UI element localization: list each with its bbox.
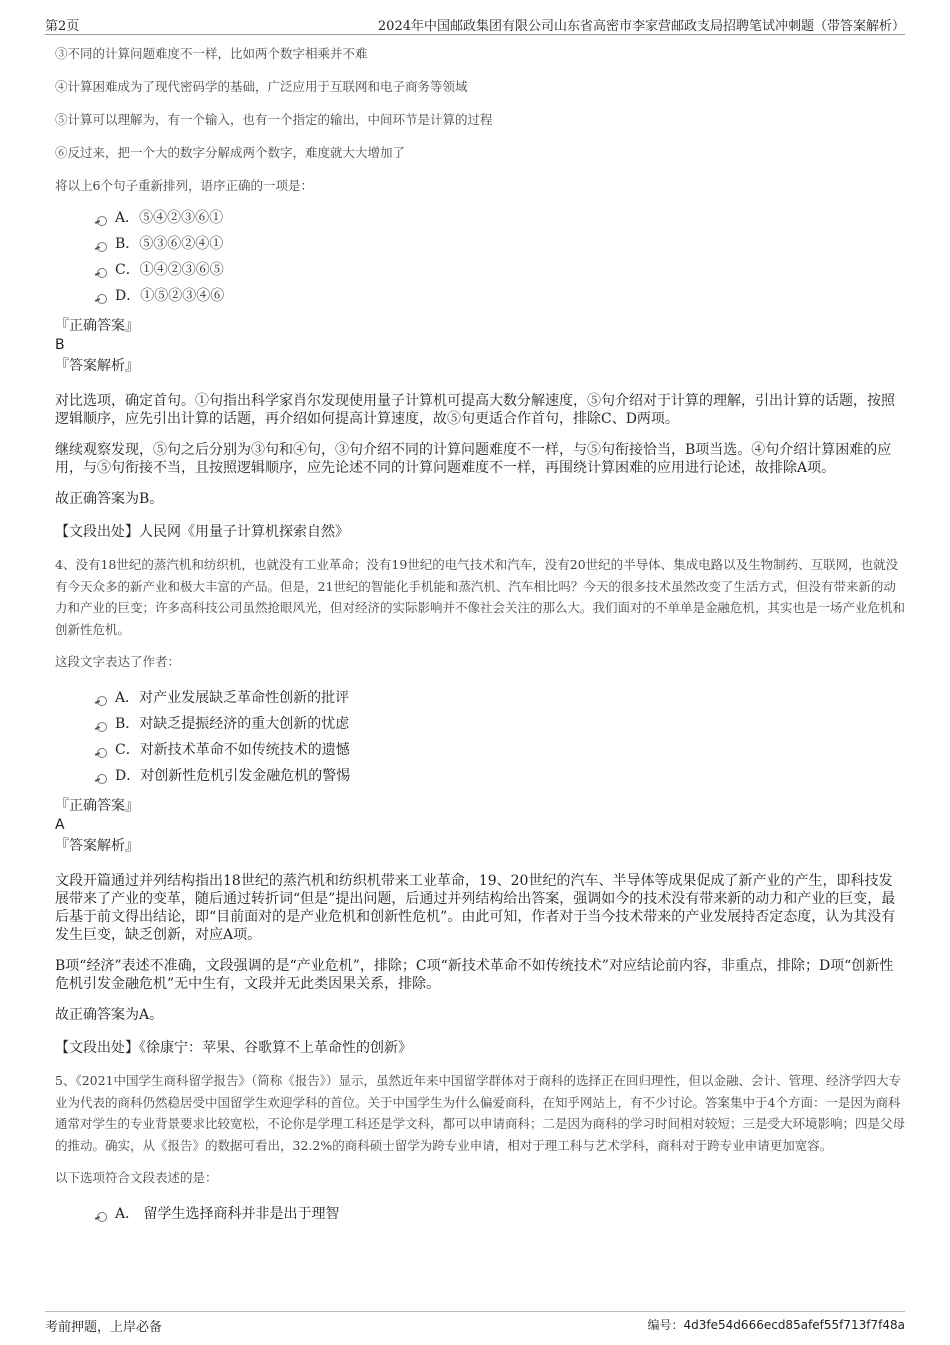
page-footer (45, 1311, 905, 1335)
sentence-5: ⑤计算可以理解为，有一个输入，也有一个指定的输出，中间环节是计算的过程 (55, 112, 493, 127)
q4-answer: A (55, 817, 65, 833)
sentence-4: ④计算困难成为了现代密码学的基础，广泛应用于互联网和电子商务等领域 (55, 79, 468, 94)
document-id: 编号：4d3fe54d666ecd85afef55f713f7f48a (647, 1318, 905, 1332)
sentence-6: ⑥反过来，把一个大的数字分解成两个数字，难度就大大增加了 (55, 145, 406, 160)
q5-stem: 5、《2021中国学生商科留学报告》（简称《报告》）显示，虽然近年来中国留学群体对于商科的选择正在回归理性，但以金融、会计、管理、经济学四大专业为代表的商科仍然稳居受中国留学生欢迎学科的首位。关于中国学生为什么偏爱商科，在知乎网站上，有不少讨论。答案集中于4个方面：一是因为商科通常对学生的专业背景要求比较宽松，不论你是学理工科还是学文科，都可以申请商科；二是因为商科的学习时间相对较短；三是受大环境影响；四是父母的推动。确实，从《报告》的数据可看出，32.2%的商科硕士留学为跨专业申请，相对于理工科与艺术学科，商科对于跨专业申请更加宽容。 (55, 1073, 906, 1153)
q3-source: 【文段出处】人民网《用量子计算机探索自然》 (55, 524, 349, 540)
radio-icon[interactable] (97, 294, 107, 304)
radio-icon[interactable] (97, 696, 107, 706)
q3-analysis-label: 『答案解析』 (55, 358, 139, 374)
q4-analysis-2: B项“经济”表述不准确，文段强调的是“产业危机”，排除；C项“新技术革命不如传统技术”对应结论前内容，非重点，排除；D项“创新性危机引发金融危机”无中生有，文段并无此类因果关系，排除。 (55, 958, 894, 992)
q3-analysis-1: 对比选项，确定首句。①句指出科学家肖尔发现使用量子计算机可提高大数分解速度，⑤句介绍对于计算的理解，引出计算的话题，按照逻辑顺序，应先引出计算的话题，再介绍如何提高计算速度，故⑤句更适合作首句，排除C、D两项。 (55, 393, 895, 427)
q4-analysis-1: 文段开篇通过并列结构指出18世纪的蒸汽机和纺织机带来工业革命，19、20世纪的汽车、半导体等成果促成了新产业的产生，即科技发展带来了产业的变革，随后通过转折词“但是”提出问题，后通过并列结构给出答案，强调如今的技术没有带来新的动力和产业的巨变，最后基于前文得出结论，即“目前面对的是产业危机和创新性危机”。由此可知，作者对于当今技术带来的产业发展持否定态度，认为其没有发生巨变，缺乏创新，对应A项。 (55, 873, 896, 943)
q3-option-a[interactable]: A．⑤④②③⑥① (55, 206, 905, 232)
q3-analysis-3: 故正确答案为B。 (55, 491, 164, 507)
q3-answer: B (55, 337, 65, 353)
page-number: 第2页 (45, 19, 80, 34)
question-prompt: 将以上6个句子重新排列，语序正确的一项是： (55, 178, 313, 193)
document-title: 2024年中国邮政集团有限公司山东省高密市李家营邮政支局招聘笔试冲刺题（带答案解析） (377, 19, 905, 34)
radio-icon[interactable] (97, 242, 107, 252)
q4-analysis-3: 故正确答案为A。 (55, 1007, 164, 1023)
radio-icon[interactable] (97, 774, 107, 784)
page-header (45, 12, 905, 35)
q4-answer-label: 『正确答案』 (55, 798, 139, 814)
q4-stem: 4、没有18世纪的蒸汽机和纺织机，也就没有工业革命；没有19世纪的电气技术和汽车，没有20世纪的半导体、集成电路以及生物制药、互联网，也就没有今天众多的新产业和极大丰富的产品。但是，21世纪的智能化手机能和蒸汽机、汽车相比吗？今天的很多技术虽然改变了生活方式，但没有带来新的动力和产业的巨变；许多高科技公司虽然抢眼风光，但对经济的实际影响并不像社会关注的那么大。我们面对的不单单是金融危机，其实也是一场产业危机和创新性危机。 (55, 557, 906, 637)
radio-icon[interactable] (97, 216, 107, 226)
q3-answer-label: 『正确答案』 (55, 318, 139, 334)
radio-icon[interactable] (97, 1212, 107, 1222)
q4-source: 【文段出处】《徐康宁：苹果、谷歌算不上革命性的创新》 (55, 1040, 412, 1056)
footer-slogan: 考前押题，上岸必备 (45, 1320, 163, 1335)
q4-option-d[interactable]: D．对创新性危机引发金融危机的警惕 (55, 764, 905, 790)
q5-options (55, 1202, 905, 1228)
content (55, 44, 905, 1228)
q4-option-a[interactable]: A．对产业发展缺乏革命性创新的批评 (55, 686, 905, 712)
q4-option-b[interactable]: B．对缺乏提振经济的重大创新的忧虑 (55, 712, 905, 738)
q5-option-a[interactable]: A． 留学生选择商科并非是出于理智 (55, 1202, 905, 1228)
q4-options (55, 686, 905, 790)
sentence-3: ③不同的计算问题难度不一样，比如两个数字相乘并不难 (55, 46, 368, 61)
q5-prompt: 以下选项符合文段表述的是： (55, 1170, 218, 1185)
radio-icon[interactable] (97, 748, 107, 758)
q3-option-d[interactable]: D．①⑤②③④⑥ (55, 284, 905, 310)
radio-icon[interactable] (97, 268, 107, 278)
radio-icon[interactable] (97, 722, 107, 732)
q3-option-b[interactable]: B．⑤③⑥②④① (55, 232, 905, 258)
q4-option-c[interactable]: C．对新技术革命不如传统技术的遗憾 (55, 738, 905, 764)
q3-option-c[interactable]: C．①④②③⑥⑤ (55, 258, 905, 284)
q3-options (55, 206, 905, 310)
q3-analysis-2: 继续观察发现，⑤句之后分别为③句和④句，③句介绍不同的计算问题难度不一样，与⑤句衔接恰当，B项当选。④句介绍计算困难的应用，与⑤句衔接不当，且按照逻辑顺序，应先论述不同的计算问题难度不一样，再围绕计算困难的应用进行论述，故排除A项。 (55, 442, 892, 476)
q4-analysis-label: 『答案解析』 (55, 838, 139, 854)
q4-prompt: 这段文字表达了作者： (55, 654, 181, 669)
